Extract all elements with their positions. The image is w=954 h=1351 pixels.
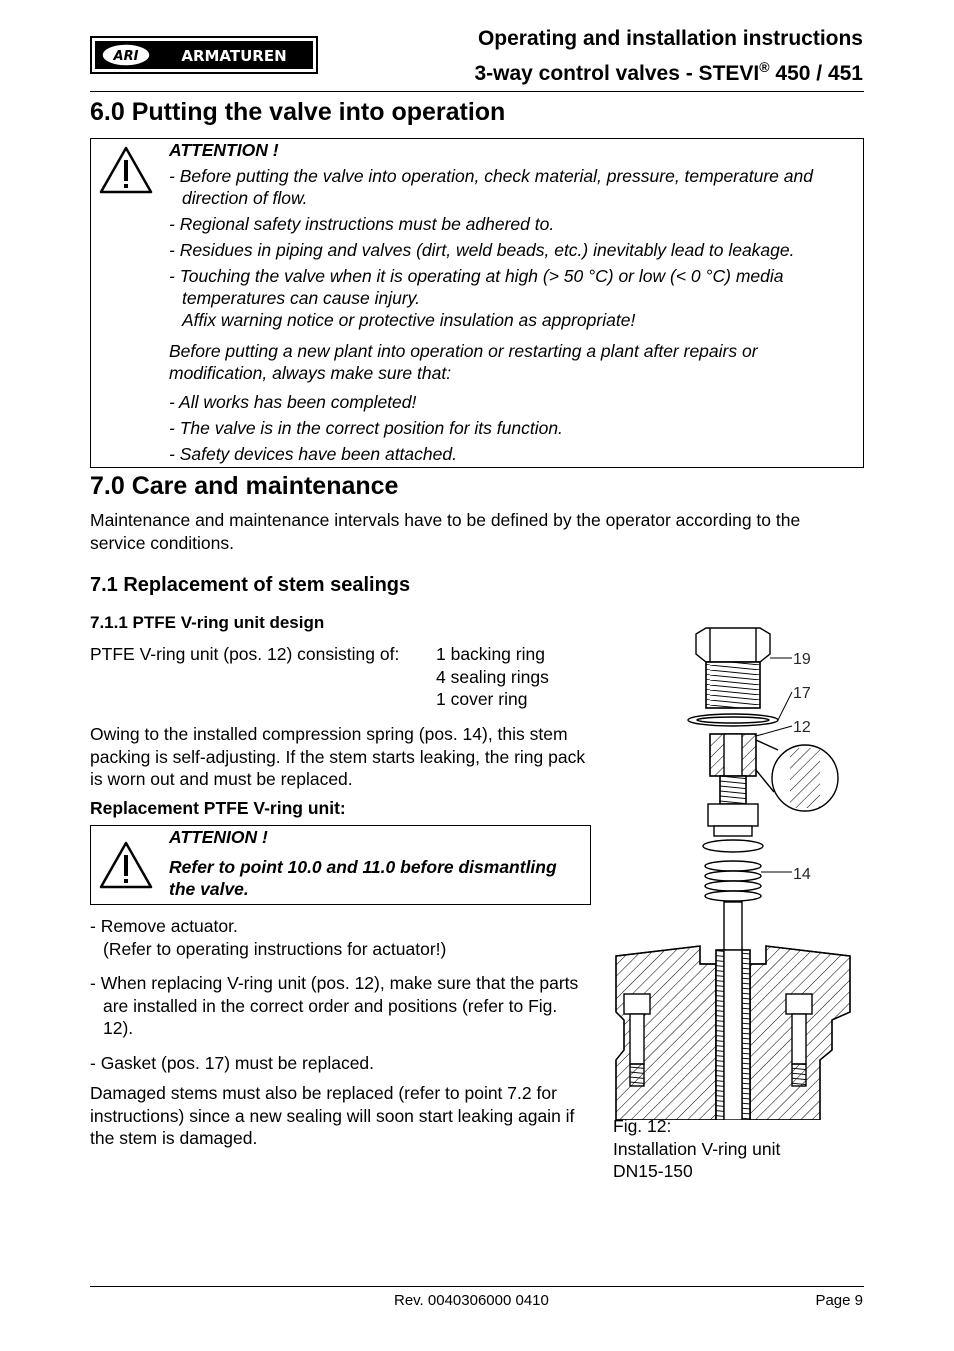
steps-list: [90, 915, 590, 1150]
step-3: - Gasket (pos. 17) must be replaced.: [90, 1052, 375, 1073]
section-7-1-heading: 7.1 Replacement of stem sealings: [90, 574, 411, 596]
section-7-heading: 7.0 Care and maintenance: [90, 472, 399, 500]
ari-logo: [90, 36, 318, 74]
spring-text: Owing to the installed compression spring (pos. 14), this stem packing is self-adjusting. If the stem starts leaking, the ring pack is worn out and must be replaced.: [90, 724, 586, 789]
logo-text: ARMATUREN: [181, 47, 287, 65]
final-text: Damaged stems must also be replaced (refer to point 7.2 for instructions) since a new sealing will soon start leaking again if the stem is damaged.: [90, 1083, 575, 1148]
unit-part-2: 4 sealing rings: [436, 666, 549, 687]
unit-parts: [436, 643, 549, 711]
label-17: 17: [793, 685, 811, 702]
attention-2-text: Refer to point 10.0 and 11.0 before dismantling the valve.: [169, 857, 557, 899]
v-ring-drawing: [610, 620, 860, 1120]
unit-part-1: 1 backing ring: [436, 644, 545, 664]
check-item-3: - Safety devices have been attached.: [169, 444, 457, 464]
warning-icon: [98, 840, 154, 890]
label-19: 19: [793, 651, 811, 668]
step-1: - Remove actuator.: [90, 916, 238, 936]
section-7-1-1-heading: 7.1.1 PTFE V-ring unit design: [90, 613, 325, 632]
attention-item-3: - Residues in piping and valves (dirt, weld beads, etc.) inevitably lead to leakage.: [169, 240, 795, 260]
check-item-1: - All works has been completed!: [169, 392, 417, 412]
caption-line-1: Fig. 12:: [613, 1116, 672, 1136]
attention-2-title: ATTENION !: [169, 827, 268, 847]
step-2: - When replacing V-ring unit (pos. 12), make sure that the parts are installed in the correct order and positions (refer to Fig. 12).: [90, 973, 579, 1038]
footer-rule: [90, 1286, 864, 1287]
attention-box-1: [90, 138, 864, 468]
attention-item-5: Affix warning notice or protective insulation as appropriate!: [182, 310, 636, 330]
attention-item-2: - Regional safety instructions must be adhered to.: [169, 214, 555, 234]
unit-label: PTFE V-ring unit (pos. 12) consisting of:: [90, 644, 400, 664]
attention-title: ATTENTION !: [169, 140, 279, 160]
section-6-heading: 6.0 Putting the valve into operation: [90, 98, 506, 126]
step-1-note: (Refer to operating instructions for actuator!): [103, 938, 447, 959]
header-rule: [90, 91, 864, 92]
title-line-2: 3-way control valves - STEVI® 450 / 451: [474, 59, 863, 85]
figure-caption: [613, 1115, 780, 1183]
label-12: 12: [793, 719, 811, 736]
warning-icon: [98, 145, 154, 195]
title-line-1: Operating and installation instructions: [477, 27, 863, 50]
page-number: Page 9: [815, 1292, 863, 1309]
check-item-2: - The valve is in the correct position for its function.: [169, 418, 563, 438]
section-7-body: Maintenance and maintenance intervals have to be defined by the operator according to the service conditions.: [90, 510, 801, 553]
caption-line-3: DN15-150: [613, 1161, 693, 1181]
revision-number: Rev. 0040306000 0410: [394, 1292, 549, 1309]
attention-item-4: - Touching the valve when it is operating at high (> 50 °C) or low (< 0 °C) media temperatures can cause injury.: [169, 266, 784, 308]
attention-intro-2: Before putting a new plant into operation or restarting a plant after repairs or modification, always make sure that:: [169, 341, 758, 383]
attention-box-2: [90, 825, 591, 905]
replacement-heading: Replacement PTFE V-ring unit:: [90, 798, 346, 818]
logo-mark: ARI: [113, 49, 139, 64]
label-14: 14: [793, 866, 811, 883]
caption-line-2: Installation V-ring unit: [613, 1138, 781, 1159]
unit-part-3: 1 cover ring: [436, 689, 528, 709]
document-title: [474, 24, 863, 88]
figure-12: [610, 620, 860, 1120]
attention-item-1: - Before putting the valve into operation, check material, pressure, temperature and direction of flow.: [169, 166, 813, 208]
